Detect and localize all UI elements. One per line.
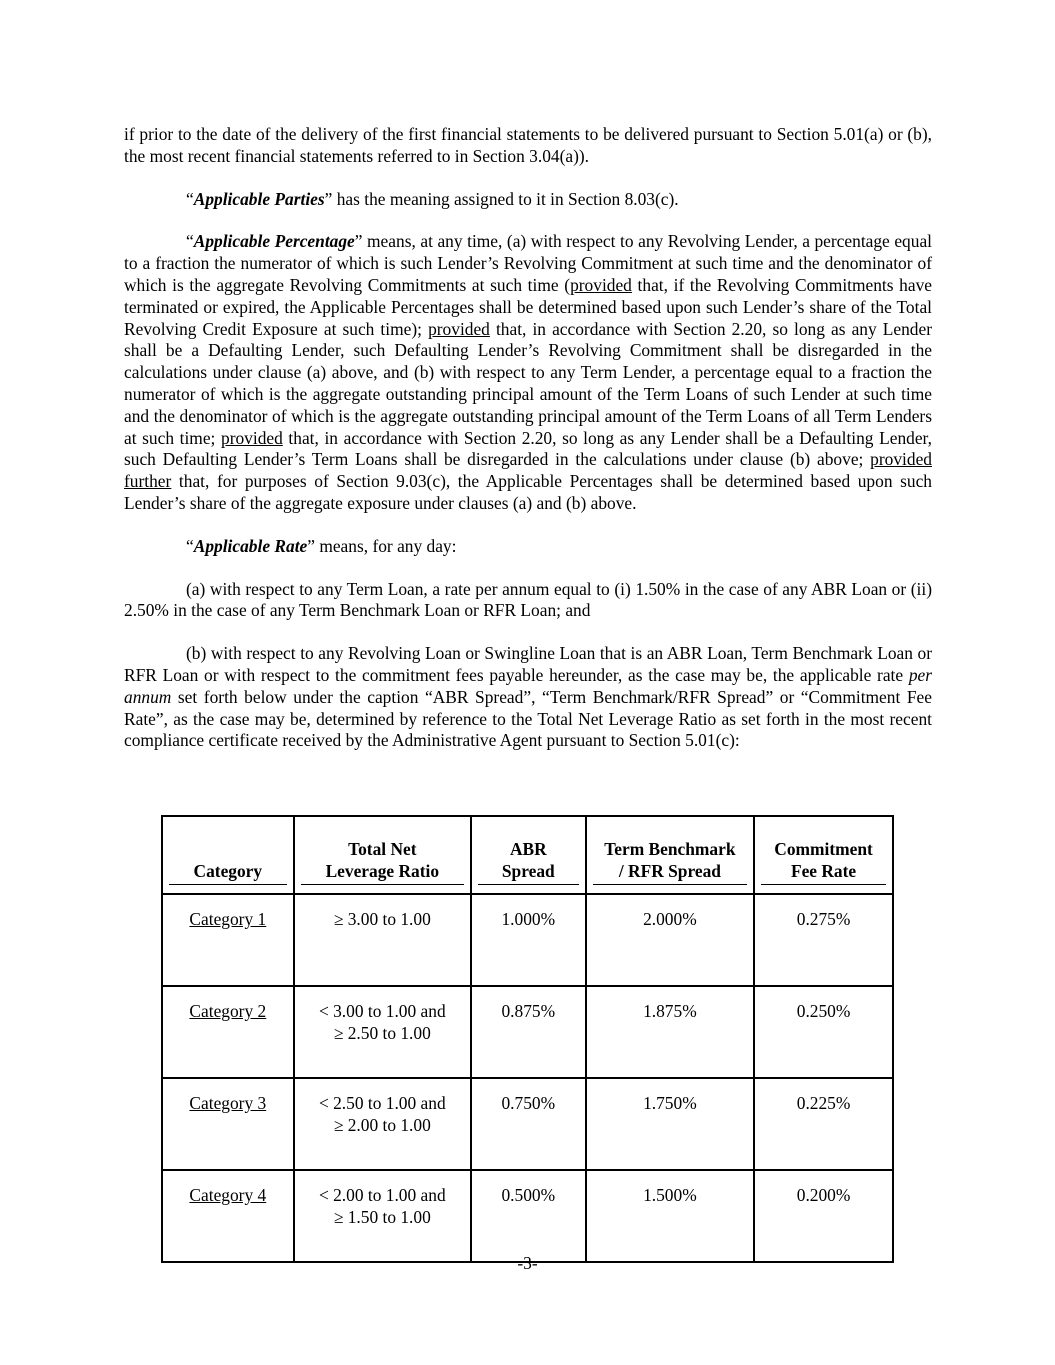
- underlined-word: provided: [870, 449, 932, 470]
- clause-text: (b) with respect to any Revolving Loan or Swingline Loan that is an ABR Loan, Term Benchmark Loan or RFR Loan or with respect to the commitment fees payable hereunder, as the case may be, the applicable rate: [124, 643, 932, 685]
- header-label: Category: [193, 861, 263, 882]
- definition-text: that, in accordance with Section 2.20, so long as any Lender shall be a Defaulting Lender, such Defaulting Lender’s Term Loans shall be disregarded in the calculations under clause (b) above;: [124, 427, 932, 470]
- cell-fee-rate: 0.275%: [754, 894, 893, 986]
- header-label-line1: Total Net: [348, 839, 417, 860]
- cell-abr-spread: 1.000%: [471, 894, 586, 986]
- document-body: [124, 124, 932, 752]
- header-label-line1: ABR: [509, 839, 547, 860]
- cell-abr-spread: 0.750%: [471, 1078, 586, 1170]
- cell-category: [162, 894, 294, 986]
- underlined-word: provided: [570, 274, 632, 295]
- header-abr-spread: [471, 816, 586, 894]
- cell-fee-rate: 0.200%: [754, 1170, 893, 1262]
- clause-b: [124, 643, 932, 752]
- category-label: Category 2: [189, 1001, 267, 1021]
- underlined-word: provided: [428, 318, 490, 339]
- header-label-line2: Leverage Ratio: [325, 861, 440, 882]
- ratio-line2: ≥ 2.50 to 1.00: [333, 1022, 431, 1043]
- header-term-benchmark-rfr-spread: [586, 816, 755, 894]
- cell-ratio: [294, 986, 471, 1078]
- cell-category: [162, 986, 294, 1078]
- header-label-line2: / RFR Spread: [618, 861, 721, 882]
- cell-term-spread: 2.000%: [586, 894, 755, 986]
- table-row: [162, 1078, 893, 1170]
- cell-fee-rate: 0.250%: [754, 986, 893, 1078]
- cell-term-spread: 1.875%: [586, 986, 755, 1078]
- applicable-rate-table: [161, 815, 894, 1263]
- underlined-word: provided: [221, 427, 283, 448]
- cell-ratio: [294, 1078, 471, 1170]
- cell-term-spread: 1.750%: [586, 1078, 755, 1170]
- defined-term: Applicable Rate: [193, 535, 308, 556]
- page-number: -3-: [517, 1253, 538, 1273]
- ratio-line1: ≥ 3.00 to 1.00: [333, 909, 431, 929]
- cell-ratio: [294, 1170, 471, 1262]
- header-commitment-fee-rate: [754, 816, 893, 894]
- ratio-line2: ≥ 1.50 to 1.00: [333, 1206, 431, 1227]
- cell-abr-spread: 0.500%: [471, 1170, 586, 1262]
- definition-applicable-parties: “Applicable Parties” has the meaning assigned to it in Section 8.03(c).: [186, 188, 679, 209]
- cell-term-spread: 1.500%: [586, 1170, 755, 1262]
- definition-text: that, if the Revolving Commitments have terminated or expired, the Applicable Percentages shall be determined based upon such Lender’s share of the Total Revolving Credit Exposure at such time);: [124, 274, 933, 339]
- category-label: Category 3: [189, 1093, 267, 1113]
- ratio-line2: ≥ 2.00 to 1.00: [333, 1114, 431, 1135]
- cell-category: [162, 1078, 294, 1170]
- category-label: Category 1: [189, 909, 267, 929]
- header-label-line1: Term Benchmark: [604, 839, 736, 860]
- table-row: [162, 894, 893, 986]
- clause-text: set forth below under the caption “ABR Spread”, “Term Benchmark/RFR Spread” or “Commitment Fee Rate”, as the case may be, determined by reference to the Total Net Leverage Ratio as set forth in the most recent compliance certificate received by the Administrative Agent pursuant to Section 5.01(c):: [124, 686, 932, 751]
- header-label-line1: Commitment: [774, 839, 873, 860]
- table-row: [162, 986, 893, 1078]
- header-label-line2: Fee Rate: [790, 861, 857, 882]
- table-header-row: [162, 816, 893, 894]
- defined-term: Applicable Parties: [193, 188, 325, 209]
- definition-text: ” has the meaning assigned to it in Section 8.03(c).: [324, 188, 679, 209]
- definition-applicable-rate: “Applicable Rate” means, for any day:: [186, 535, 457, 556]
- definition-text: that, in accordance with Section 2.20, so long as any Lender shall be a Defaulting Lender, such Defaulting Lender’s Revolving Commitment shall be disregarded in the calculations under clause (a) above, and (b) with respect to any Term Lender, a percentage equal to a fraction the numerator of which is the aggregate outstanding principal amount of the Term Loans of such Lender at such time and the denominator of which is the aggregate outstanding principal amount of the Term Loans of all Term Lenders at such time;: [124, 318, 932, 448]
- cell-abr-spread: 0.875%: [471, 986, 586, 1078]
- definition-text: ” means, at any time, (a) with respect to any Revolving Lender, a percentage equal to a fraction the numerator of which is such Lender’s Revolving Commitment at such time and the denominator of which is the aggregate Revolving Commitments at such time (: [124, 231, 932, 295]
- italic-phrase: per annum: [124, 664, 932, 707]
- definition-applicable-percentage: “Applicable Percentage” means, at any time, (a) with respect to any Revolving Lender, a percentage equal to a fraction the numerator of which is such Lender’s Revolving Commitment at such time and the denominator of which is the aggregate Revolving Commitments at such time (provided that, if the Revolving Commitments have terminated or expired, the Applicable Percentages shall be determined based upon such Lender’s share of the Total Revolving Credit Exposure at such time); provided that, in accordance with Section 2.20, so long as any Lender shall be a Defaulting Lender, such Defaulting Lender’s Revolving Commitment shall be disregarded in the calculations under clause (a) above, and (b) with respect to any Term Lender, a percentage equal to a fraction the numerator of which is the aggregate outstanding principal amount of the Term Loans of such Lender at such time and the denominator of which is the aggregate outstanding principal amount of the Term Loans of all Term Lenders at such time; provided that, in accordance with Section 2.20, so long as any Lender shall be a Defaulting Lender, such Defaulting Lender’s Term Loans shall be disregarded in the calculations under clause (b) above; provided further that, for purposes of Section 9.03(c), the Applicable Percentages shall be determined based upon such Lender’s share of the aggregate exposure under clauses (a) and (b) above.: [124, 231, 933, 513]
- header-total-net-leverage-ratio: [294, 816, 471, 894]
- category-label: Category 4: [189, 1185, 267, 1205]
- table-row: [162, 1170, 893, 1262]
- cell-ratio: [294, 894, 471, 986]
- ratio-line1: < 2.50 to 1.00 and: [318, 1093, 446, 1113]
- definition-text: ” means, for any day:: [307, 535, 457, 556]
- definition-text: that, for purposes of Section 9.03(c), the Applicable Percentages shall be determined based upon such Lender’s share of the aggregate exposure under clauses (a) and (b) above.: [124, 471, 932, 513]
- defined-term: Applicable Percentage: [193, 231, 355, 252]
- header-category: [162, 816, 294, 894]
- clause-a: (a) with respect to any Term Loan, a rate per annum equal to (i) 1.50% in the case of any ABR Loan or (ii) 2.50% in the case of any Term Benchmark Loan or RFR Loan; and: [124, 578, 932, 621]
- cell-category: [162, 1170, 294, 1262]
- paragraph-continuation: if prior to the date of the delivery of the first financial statements to be delivered pursuant to Section 5.01(a) or (b), the most recent financial statements referred to in Section 3.04(a)).: [124, 124, 932, 166]
- underlined-word: further: [124, 471, 172, 492]
- header-label-line2: Spread: [501, 861, 555, 882]
- cell-fee-rate: 0.225%: [754, 1078, 893, 1170]
- ratio-line1: < 3.00 to 1.00 and: [318, 1001, 446, 1021]
- ratio-line1: < 2.00 to 1.00 and: [318, 1185, 446, 1205]
